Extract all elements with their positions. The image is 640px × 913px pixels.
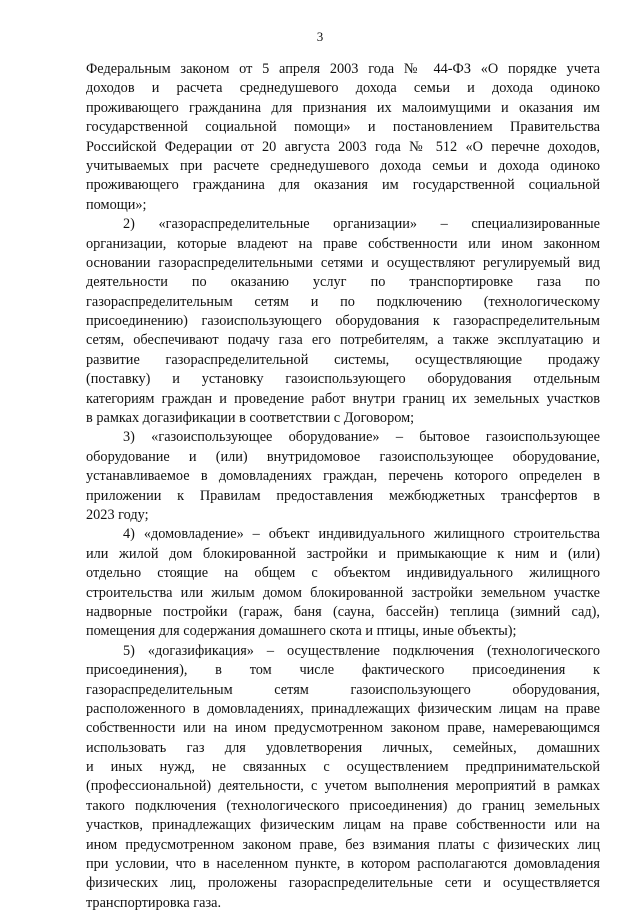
text-line: помещения для содержания домашнего скота и птицы, иные объекты); <box>86 623 517 640</box>
text-line: в рамках догазификации в соответствии с Договором; <box>86 410 415 427</box>
text-line: помощи»; <box>86 196 147 213</box>
text-line: надворные постройки (гараж, баня (сауна, бассейн) теплица (зимний сад), <box>86 603 600 620</box>
text-line: присоединения), в том числе фактического присоединения к <box>86 662 600 679</box>
text-line: сетям, обеспечивают подачу газа его потребителям, а также эксплуатацию и <box>86 332 600 349</box>
text-line: Федеральным законом от 5 апреля 2003 года № 44-ФЗ «О порядке учета <box>86 61 600 77</box>
text-line: строительства или жилым домом блокированной застройки земельном участке <box>86 584 600 601</box>
text-line: отдельно стоящие на общем с объектом индивидуального жилищного <box>86 565 600 582</box>
text-line: собственности или на ином предусмотренном законом праве, намеревающимся <box>86 720 600 737</box>
text-line: Российской Федерации от 20 августа 2003 года № 512 «О перечне доходов, <box>86 138 600 155</box>
text-line: 3) «газоиспользующее оборудование» – бытовое газоиспользующее <box>123 429 600 446</box>
text-line: доходов и расчета среднедушевого дохода семьи и дохода одиноко <box>86 80 600 97</box>
text-line: газораспределительным сетям и по подключению (технологическому <box>86 293 600 310</box>
text-line: основании газораспределительными сетями и осуществляют регулируемый вид <box>86 254 600 271</box>
text-line: 5) «догазификация» – осуществление подключения (технологического <box>123 642 600 659</box>
text-line: деятельности по оказанию услуг по транспортировке газа по <box>86 274 600 291</box>
text-line: или жилой дом блокированной застройки и примыкающие к ним и (или) <box>86 545 600 562</box>
text-line: использовать газ для удовлетворения личных, семейных, домашних <box>86 739 600 756</box>
text-line: проживающего гражданина для признания их малоимущими и оказания им <box>86 99 600 116</box>
text-line: 2) «газораспределительные организации» – специализированные <box>123 216 600 233</box>
text-line: устанавливаемое в домовладениях граждан, перечень которого определен в <box>86 468 600 485</box>
text-line: и иных нужд, не связанных с осуществлением предпринимательской <box>86 759 600 776</box>
text-line: (профессиональной) деятельности, с учетом выполнения мероприятий в рамках <box>86 778 600 795</box>
text-line: такого подключения (технологического присоединения) до границ земельных <box>86 797 600 814</box>
text-line: проживающего гражданина для оказания им государственной социальной <box>86 177 600 194</box>
text-line: государственной социальной помощи» и постановлением Правительства <box>86 119 600 136</box>
text-line: ином предусмотренном законом праве, без взимания платы с физических лиц <box>86 836 600 853</box>
text-line: развитие газораспределительной системы, осуществляющие продажу <box>86 351 600 368</box>
text-line: 4) «домовладение» – объект индивидуального жилищного строительства <box>123 526 600 543</box>
text-line: учитываемых при расчете среднедушевого дохода семьи и дохода одиноко <box>86 157 600 174</box>
text-line: расположенного в домовладениях, принадлежащих физическим лицам на праве <box>86 700 600 717</box>
text-line: транспортировка газа. <box>86 894 222 911</box>
text-line: (поставку) и установку газоиспользующего оборудования отдельным <box>86 371 600 388</box>
text-line: физических лиц, проложены газораспределительные сети и осуществляется <box>86 875 600 892</box>
text-line: организации, которые владеют на праве собственности или ином законном <box>86 235 600 252</box>
text-line: газораспределительным сетям газоиспользующего оборудования, <box>86 681 600 698</box>
text-line: 2023 году; <box>86 506 149 523</box>
text-line: при условии, что в населенном пункте, в котором располагаются домовладения <box>86 856 600 873</box>
page-number: 3 <box>316 29 324 44</box>
body-text <box>86 60 600 913</box>
text-line: участков, принадлежащих физическим лицам на праве собственности или на <box>86 817 600 834</box>
text-line: категориям граждан и проведение работ внутри границ их земельных участков <box>86 390 600 407</box>
text-line: оборудование и (или) внутридомовое газоиспользующее оборудование, <box>86 448 600 465</box>
text-line: приложении к Правилам предоставления межбюджетных трансфертов в <box>86 487 600 504</box>
text-line: присоединению) газоиспользующего оборудования к газораспределительным <box>86 313 600 330</box>
